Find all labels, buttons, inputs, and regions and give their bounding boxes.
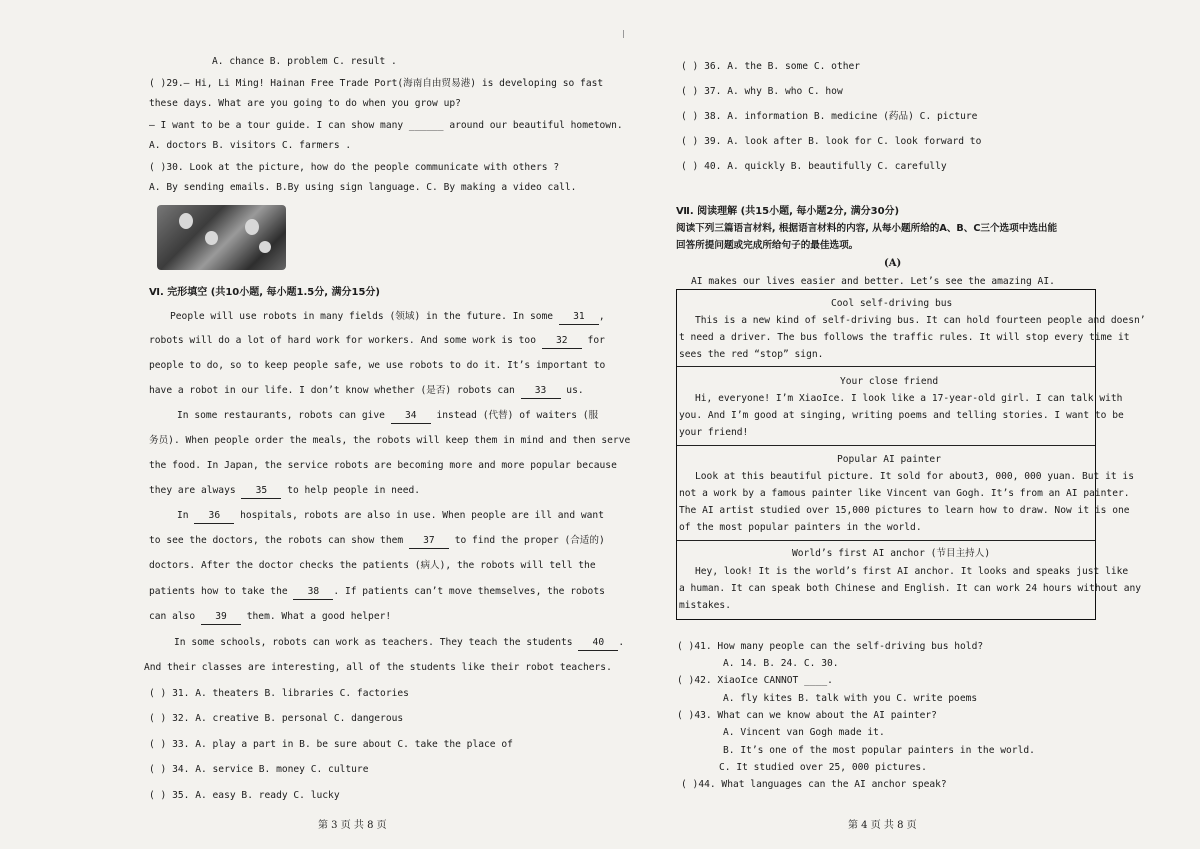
box-line: of the most popular painters in the world. bbox=[679, 522, 922, 533]
q29-stem: ( )29.— Hi, Li Ming! Hainan Free Trade Port(海南自由贸易港) is developing so fast bbox=[149, 78, 604, 89]
question-43-option-c: C. It studied over 25, 000 pictures. bbox=[719, 762, 927, 773]
passage-text: , bbox=[598, 311, 605, 322]
blank-40: 40 bbox=[578, 636, 618, 651]
reading-section-title: Ⅶ. 阅读理解 (共15小题, 每小题2分, 满分30分) bbox=[676, 206, 900, 217]
passage-text: to find the proper (合适的) bbox=[448, 535, 605, 546]
option-q31: ( ) 31. A. theaters B. libraries C. factories bbox=[149, 688, 409, 699]
blank-35: 35 bbox=[241, 484, 281, 499]
box-divider bbox=[677, 366, 1095, 367]
passage-text: In some restaurants, robots can give bbox=[177, 410, 391, 421]
passage-label: (A) bbox=[884, 258, 902, 269]
passage-text: patients how to take the bbox=[149, 586, 294, 597]
passage-text: hospitals, robots are also in use. When people are ill and want bbox=[234, 510, 604, 521]
box-line: sees the red “stop” sign. bbox=[679, 349, 824, 360]
reading-instructions-1: 阅读下列三篇语言材料, 根据语言材料的内容, 从每小题所给的A、B、C三个选项中选出能 bbox=[676, 223, 1058, 234]
passage-text: us. bbox=[560, 385, 584, 396]
passage-text: And their classes are interesting, all of the students like their robot teachers. bbox=[144, 662, 612, 673]
box-title-bus: Cool self-driving bus bbox=[831, 298, 953, 309]
question-43-option-b: B. It’s one of the most popular painters in the world. bbox=[723, 745, 1035, 756]
passage-text: to help people in need. bbox=[281, 485, 421, 496]
blank-37: 37 bbox=[409, 534, 449, 549]
passage-intro: AI makes our lives easier and better. Let’s see the amazing AI. bbox=[691, 276, 1055, 287]
q29-stem-cont: these days. What are you going to do when you grow up? bbox=[149, 98, 461, 109]
binding-mark bbox=[623, 30, 624, 38]
box-line: your friend! bbox=[679, 427, 749, 438]
passage-text: . bbox=[618, 637, 625, 648]
passage-line bbox=[177, 509, 604, 524]
option-q32: ( ) 32. A. creative B. personal C. dangerous bbox=[149, 713, 404, 724]
passage-line bbox=[149, 334, 605, 349]
passage-text: People will use robots in many fields (领域) in the future. In some bbox=[170, 311, 559, 322]
passage-line bbox=[149, 434, 630, 448]
blank-38: 38 bbox=[293, 585, 333, 600]
box-title-painter: Popular AI painter bbox=[837, 454, 941, 465]
ai-info-box bbox=[676, 289, 1146, 620]
option-q35: ( ) 35. A. easy B. ready C. lucky bbox=[149, 790, 340, 801]
passage-text: they are always bbox=[149, 485, 242, 496]
page-footer-left: 第 3 页 共 8 页 bbox=[318, 820, 387, 831]
q29-options: A. doctors B. visitors C. farmers . bbox=[149, 140, 352, 151]
passage-text: for bbox=[581, 335, 605, 346]
passage-text: In bbox=[177, 510, 195, 521]
blank-32: 32 bbox=[542, 334, 582, 349]
option-q38: ( ) 38. A. information B. medicine (药品) C. picture bbox=[681, 111, 978, 122]
cloze-section-title: Ⅵ. 完形填空 (共10小题, 每小题1.5分, 满分15分) bbox=[149, 287, 381, 298]
passage-line bbox=[149, 359, 605, 373]
question-42-options: A. fly kites B. talk with you C. write poems bbox=[723, 693, 978, 704]
q30-stem: ( )30. Look at the picture, how do the people communicate with others ? bbox=[149, 162, 560, 173]
blank-33: 33 bbox=[521, 384, 561, 399]
passage-text: instead (代替) of waiters (服 bbox=[430, 410, 599, 421]
box-line: Hi, everyone! I’m XiaoIce. I look like a 17-year-old girl. I can talk with bbox=[695, 393, 1123, 404]
box-line: you. And I’m good at singing, writing poems and telling stories. I want to be bbox=[679, 410, 1124, 421]
passage-text: 务员). When people order the meals, the robots will keep them in mind and then serve bbox=[149, 435, 631, 446]
passage-text: them. What a good helper! bbox=[240, 611, 392, 622]
box-line: a human. It can speak both Chinese and English. It can work 24 hours without any bbox=[679, 583, 1142, 594]
box-line: Look at this beautiful picture. It sold for about3, 000, 000 yuan. But it is bbox=[695, 471, 1134, 482]
passage-text: the food. In Japan, the service robots are becoming more and more popular because bbox=[149, 460, 617, 471]
passage-text: . If patients can’t move themselves, the robots bbox=[333, 586, 605, 597]
box-divider bbox=[677, 540, 1095, 541]
passage-line bbox=[149, 459, 617, 473]
blank-39: 39 bbox=[201, 610, 241, 625]
passage-text: can also bbox=[149, 611, 201, 622]
passage-line bbox=[149, 534, 605, 549]
blank-36: 36 bbox=[194, 509, 234, 524]
sign-language-photo bbox=[157, 205, 286, 270]
blank-34: 34 bbox=[391, 409, 431, 424]
box-line: t need a driver. The bus follows the traffic rules. It will stop every time it bbox=[679, 332, 1130, 343]
passage-text: people to do, so to keep people safe, we use robots to do it. It’s important to bbox=[149, 360, 606, 371]
q29-answer-line: — I want to be a tour guide. I can show many ______ around our beautiful hometown. bbox=[149, 120, 623, 131]
option-q34: ( ) 34. A. service B. money C. culture bbox=[149, 764, 369, 775]
passage-text: to see the doctors, the robots can show them bbox=[149, 535, 409, 546]
box-divider bbox=[677, 445, 1095, 446]
option-q39: ( ) 39. A. look after B. look for C. look forward to bbox=[681, 136, 982, 147]
box-line: mistakes. bbox=[679, 600, 731, 611]
page-footer-right: 第 4 页 共 8 页 bbox=[848, 820, 917, 831]
q28-options: A. chance B. problem C. result . bbox=[212, 56, 397, 67]
passage-line bbox=[144, 661, 612, 675]
passage-text: have a robot in our life. I don’t know whether (是否) robots can bbox=[149, 385, 521, 396]
passage-line bbox=[149, 585, 605, 600]
passage-text: doctors. After the doctor checks the patients (病人), the robots will tell the bbox=[149, 560, 596, 571]
question-43-option-a: A. Vincent van Gogh made it. bbox=[723, 727, 885, 738]
box-title-anchor: World’s first AI anchor (节目主持人) bbox=[792, 548, 991, 559]
box-title-friend: Your close friend bbox=[840, 376, 939, 387]
question-41: ( )41. How many people can the self-driving bus hold? bbox=[677, 641, 984, 652]
question-41-options: A. 14. B. 24. C. 30. bbox=[723, 658, 839, 669]
box-line: not a work by a famous painter like Vincent van Gogh. It’s from an AI painter. bbox=[679, 488, 1130, 499]
passage-line bbox=[149, 384, 584, 399]
q30-options: A. By sending emails. B.By using sign language. C. By making a video call. bbox=[149, 182, 577, 193]
reading-instructions-2: 回答所提问题或完成所给句子的最佳选项。 bbox=[676, 240, 859, 251]
option-q33: ( ) 33. A. play a part in B. be sure about C. take the place of bbox=[149, 739, 513, 750]
box-line: This is a new kind of self-driving bus. It can hold fourteen people and doesn’ bbox=[695, 315, 1146, 326]
passage-line bbox=[174, 636, 624, 651]
passage-text: In some schools, robots can work as teachers. They teach the students bbox=[174, 637, 579, 648]
question-43: ( )43. What can we know about the AI painter? bbox=[677, 710, 937, 721]
passage-line bbox=[170, 310, 605, 325]
blank-31: 31 bbox=[559, 310, 599, 325]
question-44: ( )44. What languages can the AI anchor speak? bbox=[681, 779, 947, 790]
passage-text: robots will do a lot of hard work for workers. And some work is too bbox=[149, 335, 542, 346]
option-q37: ( ) 37. A. why B. who C. how bbox=[681, 86, 843, 97]
passage-line bbox=[149, 610, 391, 625]
passage-line bbox=[149, 484, 420, 499]
box-line: Hey, look! It is the world’s first AI anchor. It looks and speaks just like bbox=[695, 566, 1129, 577]
box-line: The AI artist studied over 15,000 pictures to learn how to draw. Now it is one bbox=[679, 505, 1130, 516]
question-42: ( )42. XiaoIce CANNOT ____. bbox=[677, 675, 833, 686]
option-q36: ( ) 36. A. the B. some C. other bbox=[681, 61, 861, 72]
passage-line bbox=[149, 559, 596, 573]
option-q40: ( ) 40. A. quickly B. beautifully C. carefully bbox=[681, 161, 947, 172]
passage-line bbox=[177, 409, 598, 424]
